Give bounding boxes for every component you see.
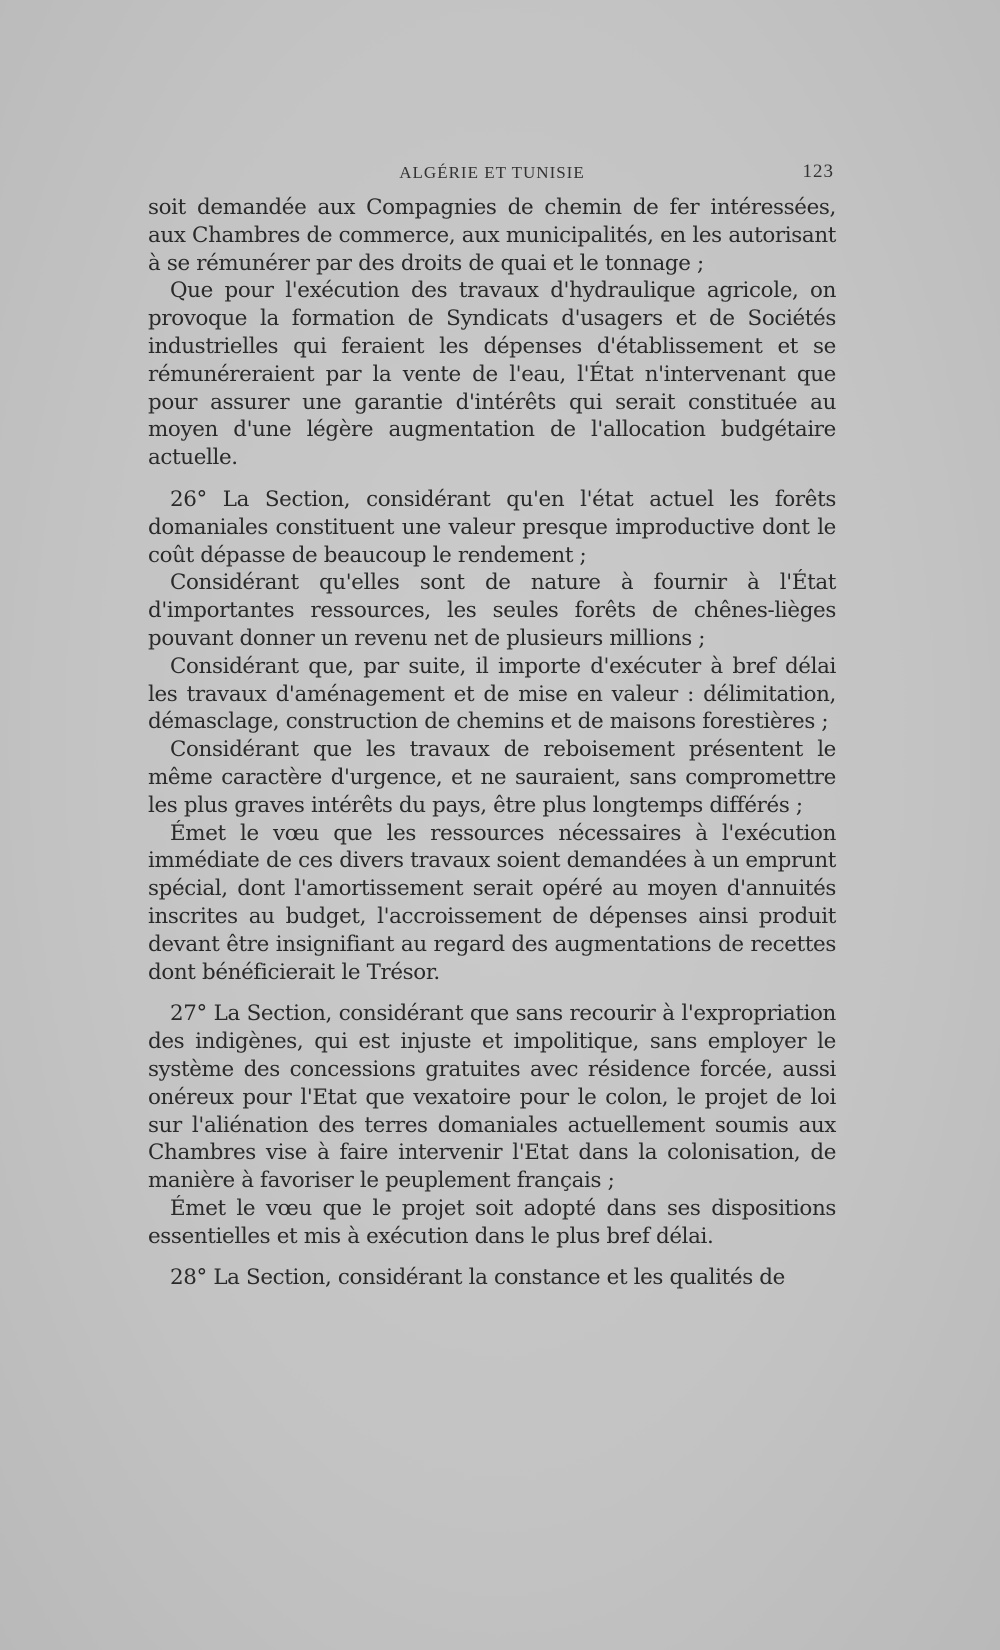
paragraph: Considérant que, par suite, il importe d'exécuter à bref délai les travaux d'aménagement et de mise en valeur : délimitation, démasclage, construction de chemins et de maisons forestières ; — [148, 653, 836, 735]
paragraph: 28° La Section, considérant la constance et les qualités de — [170, 1265, 785, 1291]
paragraph: Considérant qu'elles sont de nature à fournir à l'État d'importantes ressources, les seules forêts de chênes-lièges pouvant donner un revenu net de plusieurs millions ; — [148, 570, 836, 651]
paragraph: 26° La Section, considérant qu'en l'état actuel les forêts domaniales constituent une valeur presque improductive dont le coût dépasse de beaucoup le rendement ; — [148, 486, 836, 568]
paragraph: 27° La Section, considérant que sans recourir à l'expropriation des indigènes, qui est injuste et impolitique, sans employer le système des concessions gratuites avec résidence forcée, aussi onéreux pour l'Etat que vexatoire pour le colon, le projet de loi sur l'aliénation des terres domaniales actuellement soumis aux Chambres vise à faire intervenir l'Etat dans la colonisation, de manière à favoriser le peuplement français ; — [148, 1001, 836, 1194]
running-title: ALGÉRIE ET TUNISIE — [399, 163, 585, 182]
paragraph: Émet le vœu que le projet soit adopté dans ses dispositions essentielles et mis à exécution dans le plus bref délai. — [148, 1195, 836, 1249]
paragraph: Considérant que les travaux de reboisement présentent le même caractère d'urgence, et ne sauraient, sans compromettre les plus graves intérêts du pays, être plus longtemps différés ; — [148, 737, 836, 818]
paragraph: soit demandée aux Compagnies de chemin de fer intéressées, aux Chambres de commerce, aux municipalités, en les autorisant à se rémunérer par des droits de quai et le tonnage ; — [148, 195, 836, 276]
paragraph: Que pour l'exécution des travaux d'hydraulique agricole, on provoque la formation de Syndicats d'usagers et de Sociétés industrielles qui feraient les dépenses d'établissement et se rémunéreraient par la vente de l'eau, l'État n'intervenant que pour assurer une garantie d'intérêts qui serait constituée au moyen d'une légère augmentation de l'allocation budgétaire actuelle. — [148, 278, 836, 471]
page-number: 123 — [802, 161, 834, 182]
body-text — [148, 194, 836, 1292]
paragraph: Émet le vœu que les ressources nécessaires à l'exécution immédiate de ces divers travaux soient demandées à un emprunt spécial, dont l'amortissement serait opéré au moyen d'annuités inscrites au budget, l'accroissement de dépenses ainsi produit devant être insignifiant au regard des augmentations de recettes dont bénéficierait le Trésor. — [148, 820, 836, 985]
running-header — [150, 163, 834, 189]
